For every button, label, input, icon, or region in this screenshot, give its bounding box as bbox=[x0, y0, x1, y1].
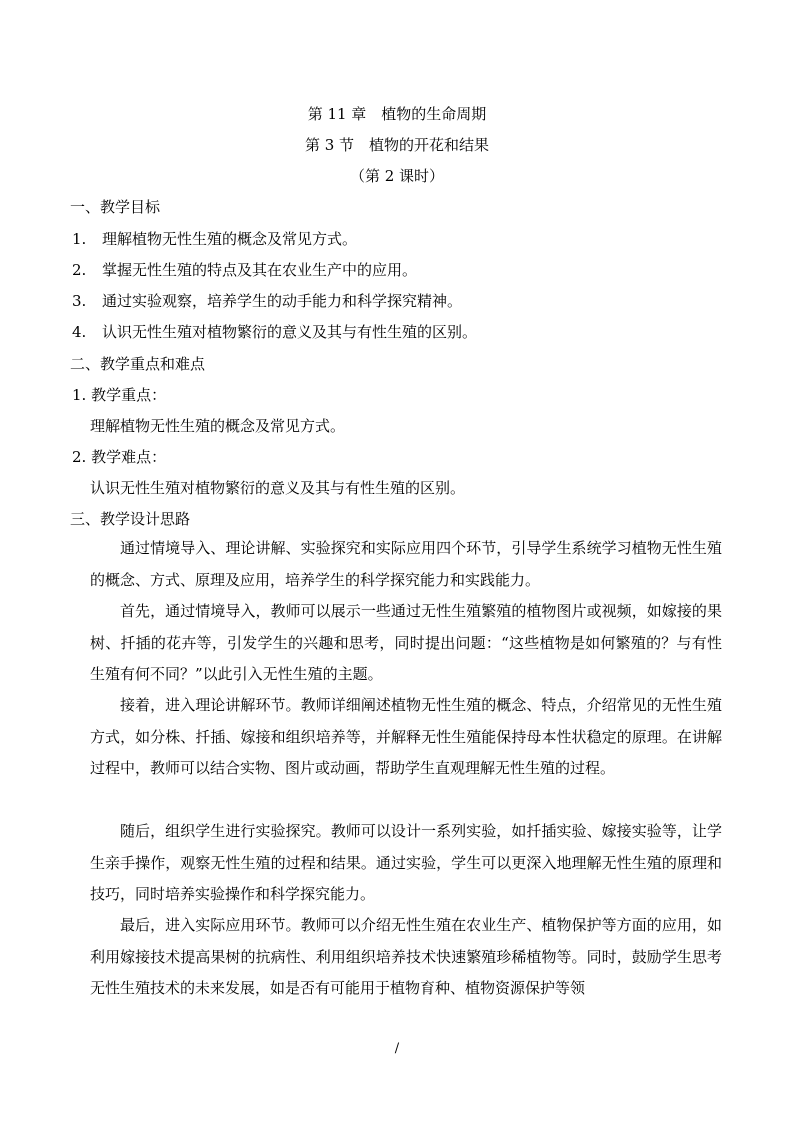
design-paragraph-1: 通过情境导入、理论讲解、实验探究和实际应用四个环节，引导学生系统学习植物无性生殖的概念、方式、原理及应用，培养学生的科学探究能力和实践能力。 bbox=[90, 539, 722, 589]
key-points-heading: 二、教学重点和难点 bbox=[70, 355, 206, 373]
chapter-title: 第 11 章 植物的生命周期 bbox=[307, 105, 487, 123]
objective-item bbox=[72, 228, 357, 249]
objective-text: 认识无性生殖对植物繁衍的意义及其与有性生殖的区别。 bbox=[102, 323, 478, 341]
objective-text: 通过实验观察，培养学生的动手能力和科学探究精神。 bbox=[102, 292, 463, 310]
objective-item bbox=[72, 290, 462, 311]
objective-item bbox=[72, 321, 477, 342]
difficulty-text: 认识无性生殖对植物繁衍的意义及其与有性生殖的区别。 bbox=[90, 479, 466, 497]
objective-text: 掌握无性生殖的特点及其在农业生产中的应用。 bbox=[102, 261, 418, 279]
objective-number: 2. bbox=[72, 261, 87, 279]
design-paragraph-2: 首先，通过情境导入，教师可以展示一些通过无性生殖繁殖的植物图片或视频，如嫁接的果树、扦插的花卉等，引发学生的兴趣和思考，同时提出问题：“这些植物是如何繁殖的？与有性生殖有何不同？”以此引入无性生殖的主题。 bbox=[90, 602, 722, 683]
objective-item bbox=[72, 259, 417, 280]
lesson-subtitle: （第 2 课时） bbox=[349, 167, 445, 185]
difficulty-label: 2. 教学难点： bbox=[72, 448, 167, 466]
page-footer: / bbox=[394, 1041, 400, 1056]
focus-label: 1. 教学重点： bbox=[72, 386, 167, 404]
design-heading: 三、教学设计思路 bbox=[70, 510, 191, 528]
design-paragraph-3: 接着，进入理论讲解环节。教师详细阐述植物无性生殖的概念、特点，介绍常见的无性生殖方式，如分株、扦插、嫁接和组织培养等，并解释无性生殖能保持母本性状稳定的原理。在讲解过程中，教师可以结合实物、图片或动画，帮助学生直观理解无性生殖的过程。 bbox=[90, 696, 722, 777]
design-paragraph-5: 最后，进入实际应用环节。教师可以介绍无性生殖在农业生产、植物保护等方面的应用，如利用嫁接技术提高果树的抗病性、利用组织培养技术快速繁殖珍稀植物等。同时，鼓励学生思考无性生殖技术的未来发展，如是否有可能用于植物育种、植物资源保护等领 bbox=[90, 916, 722, 997]
section-title: 第 3 节 植物的开花和结果 bbox=[304, 136, 490, 154]
objective-text: 理解植物无性生殖的概念及常见方式。 bbox=[102, 230, 358, 248]
objective-number: 3. bbox=[72, 292, 87, 310]
objective-number: 4. bbox=[72, 323, 87, 341]
objective-number: 1. bbox=[72, 230, 87, 248]
focus-text: 理解植物无性生殖的概念及常见方式。 bbox=[90, 417, 346, 435]
design-paragraph-4: 随后，组织学生进行实验探究。教师可以设计一系列实验，如扦插实验、嫁接实验等，让学生亲手操作，观察无性生殖的过程和结果。通过实验，学生可以更深入地理解无性生殖的原理和技巧，同时培养实验操作和科学探究能力。 bbox=[90, 822, 722, 903]
objectives-heading: 一、教学目标 bbox=[70, 198, 161, 216]
